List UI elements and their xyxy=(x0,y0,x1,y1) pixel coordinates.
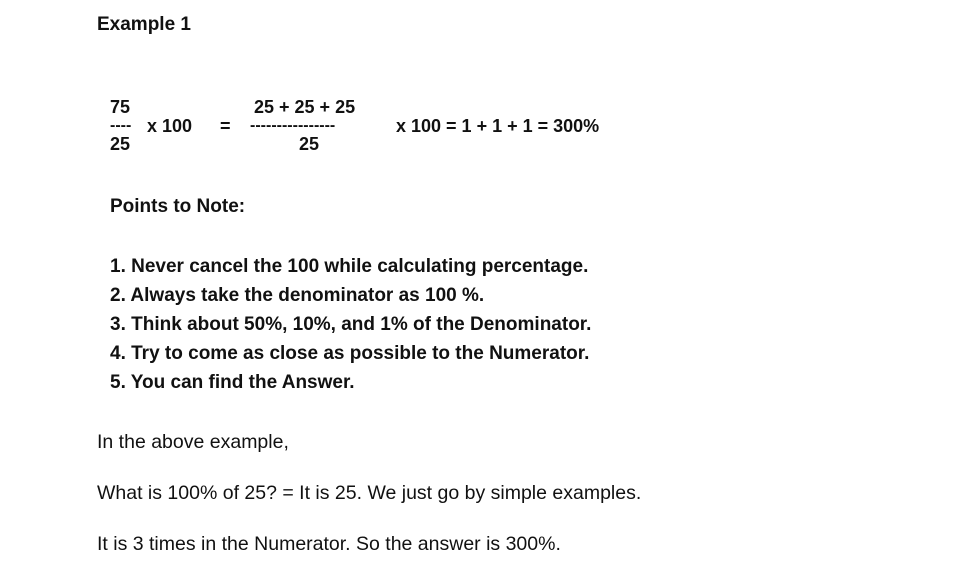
paragraph: What is 100% of 25? = It is 25. We just go by simple examples. xyxy=(97,482,642,504)
list-item: 1. Never cancel the 100 while calculating percentage. xyxy=(110,256,589,277)
right-numerator: 25 + 25 + 25 xyxy=(254,97,356,117)
list-item: 2. Always take the denominator as 100 %. xyxy=(110,285,485,306)
left-denominator: 25 xyxy=(110,134,131,154)
right-fraction-bar: ---------------- xyxy=(250,117,336,134)
left-fraction-bar: ---- xyxy=(110,117,132,134)
paragraph: In the above example, xyxy=(97,431,289,453)
points-title: Points to Note: xyxy=(110,196,246,217)
right-denominator: 25 xyxy=(299,134,320,154)
right-result: x 100 = 1 + 1 + 1 = 300% xyxy=(396,116,600,136)
left-multiplier: x 100 xyxy=(147,116,193,136)
paragraph: It is 3 times in the Numerator. So the answer is 300%. xyxy=(97,533,561,555)
list-item: 5. You can find the Answer. xyxy=(110,372,355,393)
list-item: 4. Try to come as close as possible to the Numerator. xyxy=(110,343,590,364)
left-numerator: 75 xyxy=(110,97,131,117)
example-title: Example 1 xyxy=(97,14,191,35)
list-item: 3. Think about 50%, 10%, and 1% of the Denominator. xyxy=(110,314,592,335)
equals-sign: = xyxy=(220,116,231,136)
